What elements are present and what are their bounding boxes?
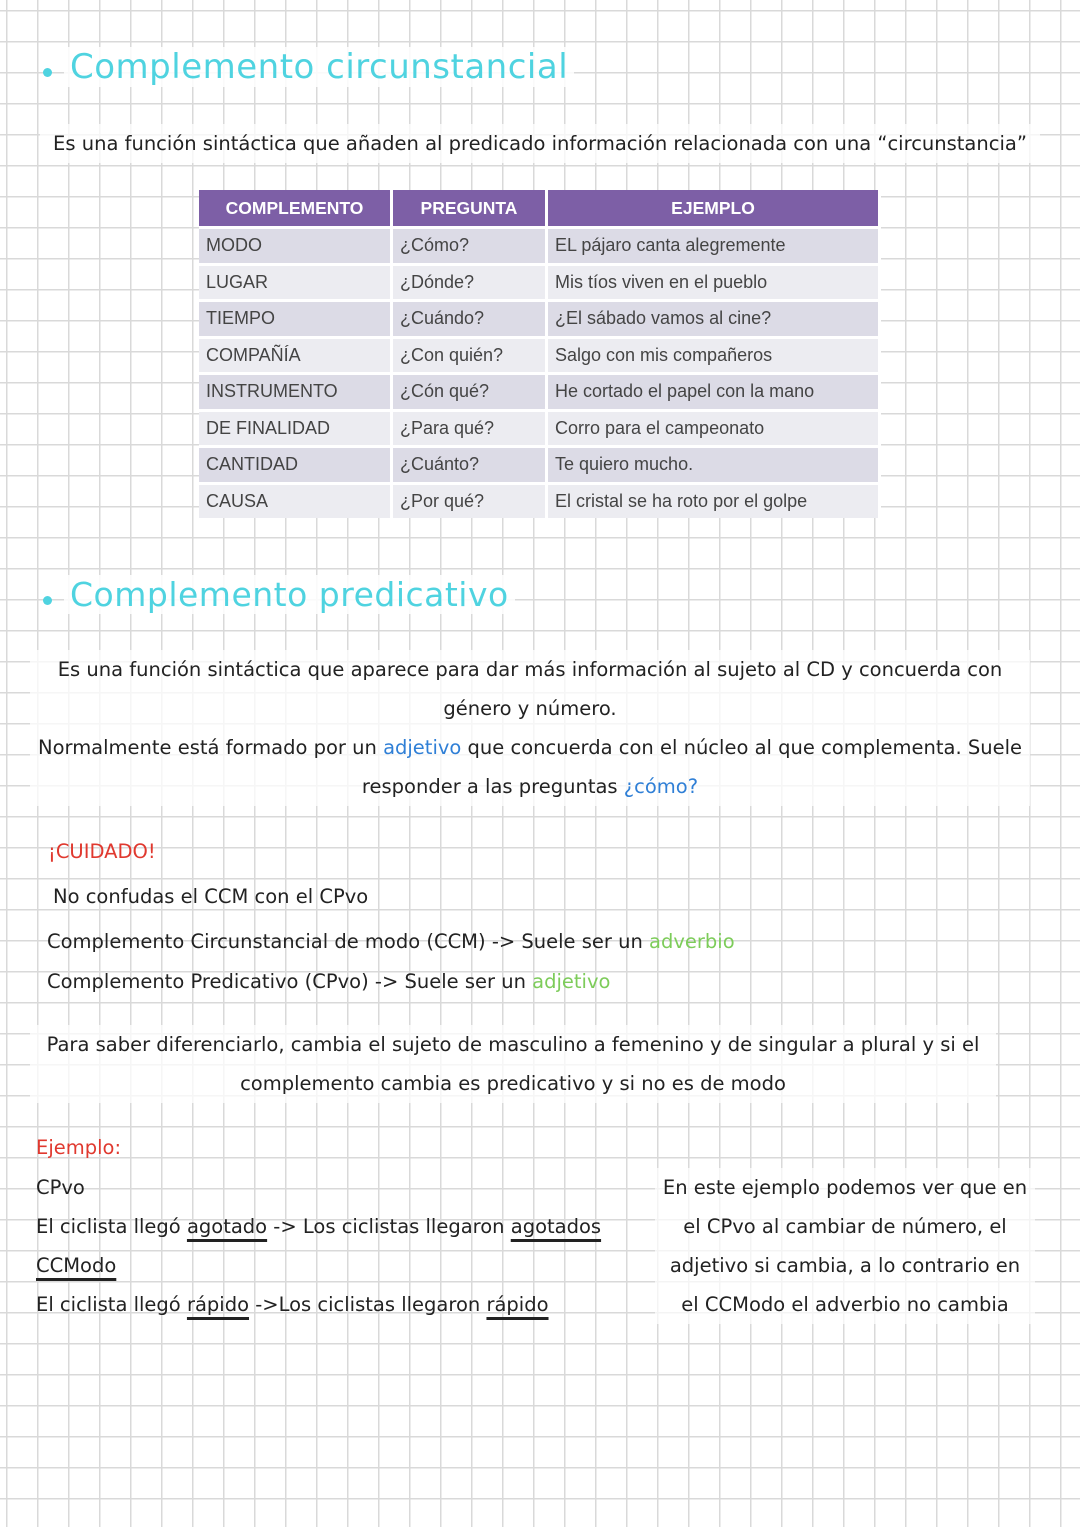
text: responder a las preguntas	[361, 775, 624, 798]
highlight-adverbio: adverbio	[649, 930, 735, 953]
side-note-line: En este ejemplo podemos ver que en	[662, 1176, 1028, 1199]
example-ccmodo-sentence	[36, 1285, 549, 1324]
table-cell: DE FINALIDAD	[199, 410, 392, 447]
table-cell: INSTRUMENTO	[199, 374, 392, 411]
table-cell: ¿El sábado vamos al cine?	[547, 301, 880, 338]
side-note-line: adjetivo si cambia, a lo contrario en	[669, 1254, 1021, 1277]
cpvo-line	[47, 962, 610, 1001]
table-row	[199, 447, 880, 484]
highlight-como: ¿cómo?	[623, 775, 699, 798]
complement-table	[199, 190, 881, 518]
table-cell: Te quiero mucho.	[547, 447, 880, 484]
table-row	[199, 374, 880, 411]
definition-line	[30, 728, 1030, 767]
difference-line: complemento cambia es predicativo y si no es de modo	[240, 1072, 786, 1095]
warning-label: ¡CUIDADO!	[48, 840, 156, 863]
highlight-adjetivo: adjetivo	[383, 736, 462, 759]
table-row	[199, 483, 880, 518]
bullet-icon	[43, 596, 52, 605]
text: -> Los ciclistas llegaron	[267, 1215, 511, 1238]
bullet-icon	[43, 68, 52, 77]
table-header: EJEMPLO	[547, 190, 880, 228]
text: ->Los ciclistas llegaron	[249, 1293, 487, 1316]
side-note	[655, 1168, 1035, 1324]
text: Complemento Circunstancial de modo (CCM) -> Suele ser un	[47, 930, 650, 953]
underlined-word: agotado	[186, 1215, 268, 1238]
definition-line: género y número.	[443, 697, 617, 720]
example-cpvo-sentence	[36, 1207, 601, 1246]
table-header: COMPLEMENTO	[199, 190, 392, 228]
table-cell: ¿Cuándo?	[392, 301, 547, 338]
table-cell: Mis tíos viven en el pueblo	[547, 264, 880, 301]
table-cell: COMPAÑÍA	[199, 337, 392, 374]
warning-line: No confudas el CCM con el CPvo	[53, 885, 369, 908]
table-cell: ¿Cómo?	[392, 228, 547, 265]
example-cpvo-label: CPvo	[36, 1176, 85, 1199]
table-row	[199, 264, 880, 301]
ccm-line	[47, 922, 735, 961]
table-cell: CAUSA	[199, 483, 392, 518]
table-header-row	[199, 190, 880, 228]
predicativo-definition	[30, 650, 1030, 806]
table-cell: He cortado el papel con la mano	[547, 374, 880, 411]
highlight-adjetivo-2: adjetivo	[532, 970, 611, 993]
underlined-word: agotados	[510, 1215, 602, 1238]
table-row	[199, 410, 880, 447]
table-cell: ¿Por qué?	[392, 483, 547, 518]
table-row	[199, 301, 880, 338]
table-cell: ¿Cón qué?	[392, 374, 547, 411]
table-cell: El cristal se ha roto por el golpe	[547, 483, 880, 518]
definition-line: Es una función sintáctica que aparece para dar más información al sujeto al CD y concuerda con	[57, 658, 1003, 681]
table-cell: ¿Para qué?	[392, 410, 547, 447]
side-note-line: el CCModo el adverbio no cambia	[681, 1293, 1009, 1316]
text: Complemento Predicativo (CPvo) -> Suele ser un	[47, 970, 533, 993]
text: El ciclista llegó	[36, 1215, 187, 1238]
difference-line: Para saber diferenciarlo, cambia el sujeto de masculino a femenino y de singular a plural y si el	[46, 1033, 980, 1056]
table-header: PREGUNTA	[392, 190, 547, 228]
section-title-circunstancial: Complemento circunstancial	[64, 47, 574, 87]
text: El ciclista llegó	[36, 1293, 187, 1316]
section-title-predicativo: Complemento predicativo	[64, 575, 515, 614]
example-ccmodo-label: CCModo	[36, 1254, 117, 1277]
table-cell: TIEMPO	[199, 301, 392, 338]
table-cell: LUGAR	[199, 264, 392, 301]
table-cell: ¿Cuánto?	[392, 447, 547, 484]
table-row	[199, 337, 880, 374]
text: que concuerda con el núcleo al que complementa. Suele	[461, 736, 1022, 759]
table-cell: MODO	[199, 228, 392, 265]
table-cell: Corro para el campeonato	[547, 410, 880, 447]
table-cell: ¿Con quién?	[392, 337, 547, 374]
example-label: Ejemplo:	[36, 1136, 122, 1159]
difference-paragraph	[30, 1025, 996, 1103]
text: Normalmente está formado por un	[38, 736, 384, 759]
side-note-line: el CPvo al cambiar de número, el	[683, 1215, 1007, 1238]
table-cell: Salgo con mis compañeros	[547, 337, 880, 374]
underlined-word: rápido	[186, 1293, 250, 1316]
table-cell: EL pájaro canta alegremente	[547, 228, 880, 265]
underlined-word: rápido	[486, 1293, 549, 1316]
table-cell: CANTIDAD	[199, 447, 392, 484]
table-row	[199, 228, 880, 265]
definition-line	[30, 767, 1030, 806]
table-cell: ¿Dónde?	[392, 264, 547, 301]
intro-paragraph: Es una función sintáctica que añaden al predicado información relacionada con una “circunstancia”	[40, 124, 1040, 163]
